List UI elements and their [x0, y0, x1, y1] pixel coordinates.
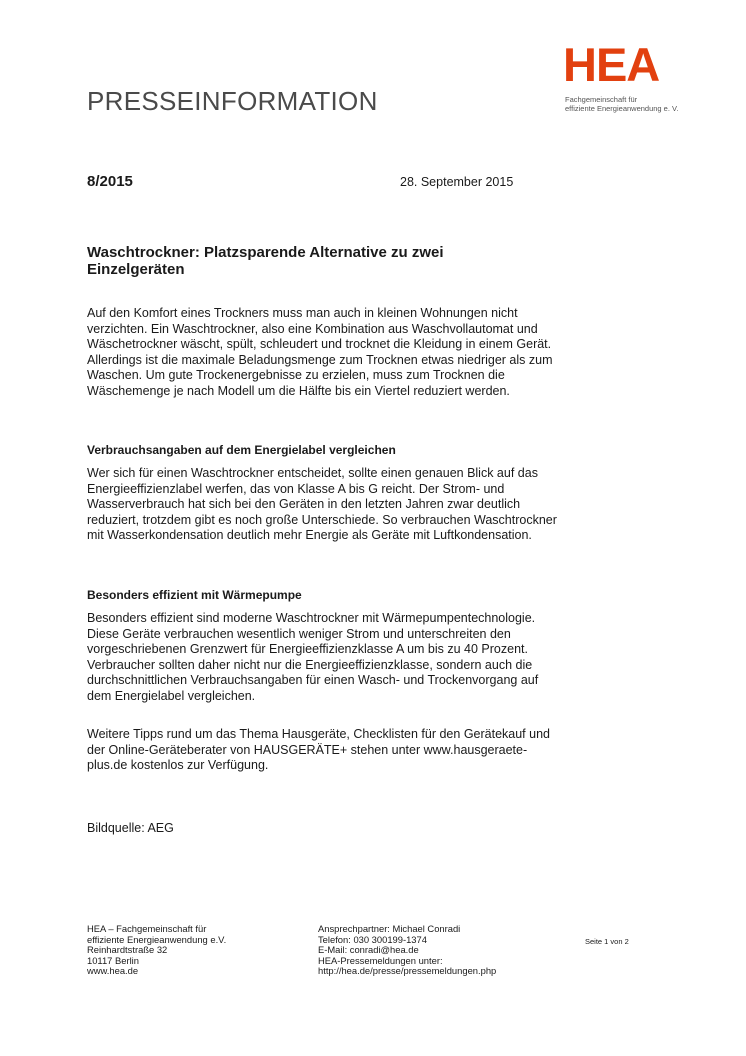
footer-org-line1: HEA – Fachgemeinschaft für	[87, 923, 207, 934]
section2-paragraph: Besonders effizient sind moderne Waschtrockner mit Wärmepumpentechnologie. Diese Geräte verbrauchen wesentlich weniger Strom und unterschreiten den vorgeschriebenen Grenzwert für Energieeffizienzklasse A um bis zu 40 Prozent. Verbraucher sollten daher nicht nur die Energieeffizienzklasse, sondern auch die durchschnittlichen Verbrauchsangaben für einen Wasch- und Trockenvorgang auf dem Energielabel vergleichen.	[87, 611, 539, 703]
image-source: Bildquelle: AEG	[87, 821, 174, 835]
page-number: Seite 1 von 2	[585, 937, 629, 946]
logo-subtitle	[565, 95, 678, 113]
footer-press-label: HEA-Pressemeldungen unter:	[318, 954, 443, 966]
section1-heading: Verbrauchsangaben auf dem Energielabel vergleichen	[87, 443, 396, 457]
footer-street: Reinhardtstraße 32	[87, 944, 168, 956]
footer-org-line2: effiziente Energieanwendung e.V.	[87, 933, 227, 945]
section2-heading: Besonders effizient mit Wärmepumpe	[87, 588, 302, 602]
footer-web-link[interactable]: www.hea.de	[87, 965, 139, 977]
footer-city: 10117 Berlin	[87, 954, 139, 966]
hea-logo: HEA	[563, 38, 660, 91]
footer-address	[87, 924, 226, 977]
tips-paragraph: Weitere Tipps rund um das Thema Hausgeräte, Checklisten für den Gerätekauf und der Online-Geräteberater von HAUSGERÄTE+ stehen unter www.hausgeraete-plus.de kostenlos zur Verfügung.	[87, 727, 550, 773]
article-headline	[87, 244, 557, 278]
page-title: PRESSEINFORMATION	[87, 86, 378, 116]
footer-phone: Telefon: 030 300199-1374	[318, 933, 427, 945]
section1-paragraph: Wer sich für einen Waschtrockner entscheidet, sollte einen genauen Blick auf das Energieeffizienzlabel werfen, das von Klasse A bis G reicht. Der Strom- und Wasserverbrauch hat sich bei den Geräten in den letzten Jahren zwar deutlich reduziert, trotzdem gibt es noch große Unterschiede. So verbrauchen Waschtrockner mit Wasserkondensation deutlich mehr Energie als Geräte mit Luftkondensation.	[87, 466, 557, 543]
footer-contact	[318, 924, 496, 977]
press-release-number: 8/2015	[87, 173, 133, 190]
intro-paragraph: Auf den Komfort eines Trockners muss man auch in kleinen Wohnungen nicht verzichten. Ein Waschtrockner, also eine Kombination aus Waschvollautomat und Wäschetrockner wäscht, spült, schleudert und trocknet die Kleidung in einem Gerät. Allerdings ist die maximale Beladungsmenge zum Trocknen etwas niedriger als zum Waschen. Um gute Trockenergebnisse zu erzielen, muss zum Trocknen die Wäschemenge je nach Modell um die Hälfte bis ein Viertel reduziert werden.	[87, 306, 553, 398]
press-release-date: 28. September 2015	[400, 175, 514, 189]
logo-subtitle-line1: Fachgemeinschaft für	[565, 95, 638, 104]
headline-line1: Waschtrockner: Platzsparende Alternative zu zwei	[87, 244, 444, 261]
headline-line2: Einzelgeräten	[87, 261, 185, 278]
footer-contact-person: Ansprechpartner: Michael Conradi	[318, 923, 461, 934]
footer-press-url-link[interactable]: http://hea.de/presse/pressemeldungen.php	[318, 965, 497, 977]
logo-subtitle-line2: effiziente Energieanwendung e. V.	[565, 104, 679, 113]
footer-email-link[interactable]: E-Mail: conradi@hea.de	[318, 944, 419, 956]
